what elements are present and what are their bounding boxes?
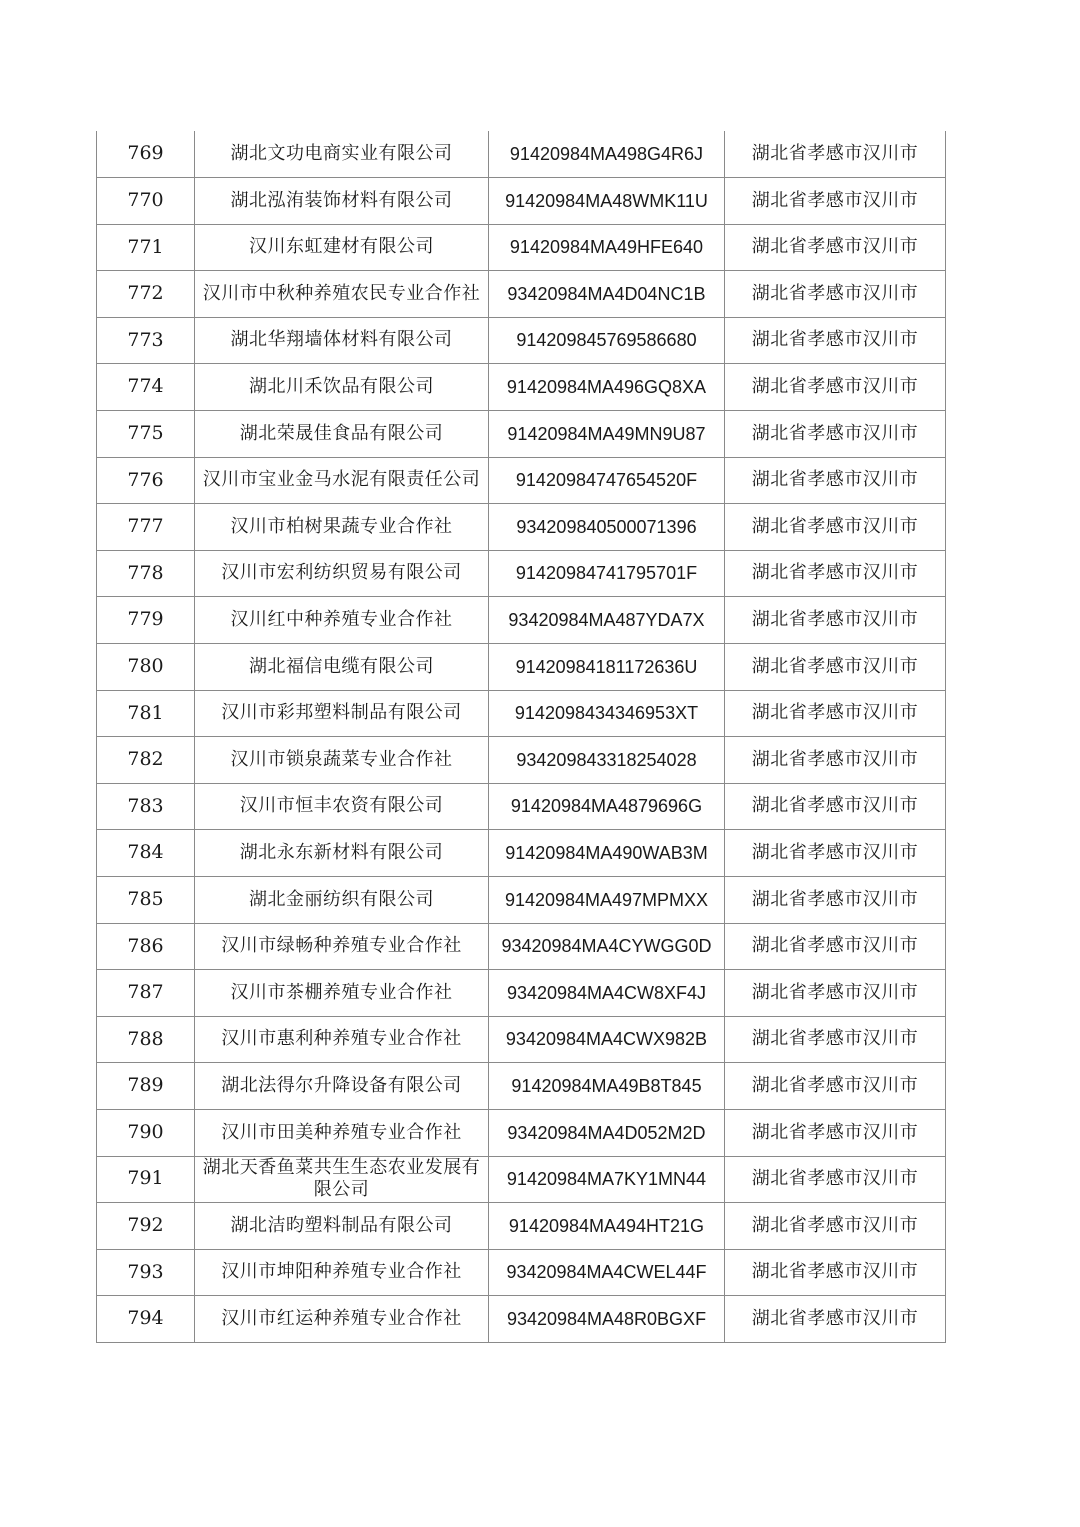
- row-number-cell: 783: [97, 783, 195, 830]
- row-number-cell: 782: [97, 737, 195, 784]
- row-number-cell: 769: [97, 131, 195, 178]
- table-row: [97, 1249, 946, 1296]
- table-row: [97, 830, 946, 877]
- company-name-cell: 湖北法得尔升降设备有限公司: [195, 1063, 489, 1110]
- address-cell: 湖北省孝感市汉川市: [725, 970, 946, 1017]
- row-number-cell: 785: [97, 877, 195, 924]
- company-name-cell: 汉川市锁泉蔬菜专业合作社: [195, 737, 489, 784]
- company-name-cell: 汉川市绿畅种养殖专业合作社: [195, 923, 489, 970]
- company-name-cell: 湖北荣晟佳食品有限公司: [195, 411, 489, 458]
- credit-code-cell: 91420984181172636U: [489, 644, 725, 691]
- credit-code-cell: 93420984MA4D04NC1B: [489, 271, 725, 318]
- row-number-cell: 781: [97, 690, 195, 737]
- company-name-cell: 湖北洁昀塑料制品有限公司: [195, 1203, 489, 1250]
- row-number-cell: 778: [97, 550, 195, 597]
- credit-code-cell: 93420984MA4CW8XF4J: [489, 970, 725, 1017]
- table-row: [97, 737, 946, 784]
- company-name-cell: 汉川东虹建材有限公司: [195, 224, 489, 271]
- credit-code-cell: 934209843318254028: [489, 737, 725, 784]
- credit-code-cell: 91420984MA494HT21G: [489, 1203, 725, 1250]
- address-cell: 湖北省孝感市汉川市: [725, 224, 946, 271]
- address-cell: 湖北省孝感市汉川市: [725, 504, 946, 551]
- address-cell: 湖北省孝感市汉川市: [725, 597, 946, 644]
- table-row: [97, 1203, 946, 1250]
- table-row: [97, 504, 946, 551]
- address-cell: 湖北省孝感市汉川市: [725, 178, 946, 225]
- row-number-cell: 784: [97, 830, 195, 877]
- row-number-cell: 771: [97, 224, 195, 271]
- table-row: [97, 411, 946, 458]
- table-row: [97, 1296, 946, 1343]
- company-name-cell: 汉川市红运种养殖专业合作社: [195, 1296, 489, 1343]
- company-name-cell: 湖北华翔墙体材料有限公司: [195, 317, 489, 364]
- table-row: [97, 1016, 946, 1063]
- company-name-cell: 湖北金丽纺织有限公司: [195, 877, 489, 924]
- credit-code-cell: 93420984MA4CWX982B: [489, 1016, 725, 1063]
- company-name-cell: 汉川市柏树果蔬专业合作社: [195, 504, 489, 551]
- address-cell: 湖北省孝感市汉川市: [725, 550, 946, 597]
- address-cell: 湖北省孝感市汉川市: [725, 690, 946, 737]
- row-number-cell: 791: [97, 1156, 195, 1203]
- row-number-cell: 792: [97, 1203, 195, 1250]
- table-row: [97, 783, 946, 830]
- company-name-cell: 湖北永东新材料有限公司: [195, 830, 489, 877]
- company-name-cell: 汉川红中种养殖专业合作社: [195, 597, 489, 644]
- address-cell: 湖北省孝感市汉川市: [725, 1063, 946, 1110]
- row-number-cell: 774: [97, 364, 195, 411]
- company-name-cell: 汉川市惠利种养殖专业合作社: [195, 1016, 489, 1063]
- table-row: [97, 970, 946, 1017]
- row-number-cell: 772: [97, 271, 195, 318]
- credit-code-cell: 91420984MA49B8T845: [489, 1063, 725, 1110]
- credit-code-cell: 914209845769586680: [489, 317, 725, 364]
- table-row: [97, 1156, 946, 1203]
- row-number-cell: 787: [97, 970, 195, 1017]
- credit-code-cell: 91420984MA498G4R6J: [489, 131, 725, 178]
- address-cell: 湖北省孝感市汉川市: [725, 1296, 946, 1343]
- company-name-cell: 汉川市茶棚养殖专业合作社: [195, 970, 489, 1017]
- company-name-cell: 汉川市坤阳种养殖专业合作社: [195, 1249, 489, 1296]
- company-name-cell: 汉川市彩邦塑料制品有限公司: [195, 690, 489, 737]
- enterprise-registry-table: [96, 131, 946, 1343]
- credit-code-cell: 91420984MA49MN9U87: [489, 411, 725, 458]
- address-cell: 湖北省孝感市汉川市: [725, 783, 946, 830]
- address-cell: 湖北省孝感市汉川市: [725, 644, 946, 691]
- address-cell: 湖北省孝感市汉川市: [725, 131, 946, 178]
- company-name-cell: 汉川市宏利纺织贸易有限公司: [195, 550, 489, 597]
- row-number-cell: 779: [97, 597, 195, 644]
- address-cell: 湖北省孝感市汉川市: [725, 1249, 946, 1296]
- company-name-cell: 汉川市田美种养殖专业合作社: [195, 1109, 489, 1156]
- address-cell: 湖北省孝感市汉川市: [725, 737, 946, 784]
- credit-code-cell: 91420984MA48WMK11U: [489, 178, 725, 225]
- row-number-cell: 775: [97, 411, 195, 458]
- table-row: [97, 178, 946, 225]
- table-row: [97, 271, 946, 318]
- credit-code-cell: 91420984MA496GQ8XA: [489, 364, 725, 411]
- credit-code-cell: 91420984MA497MPMXX: [489, 877, 725, 924]
- address-cell: 湖北省孝感市汉川市: [725, 457, 946, 504]
- credit-code-cell: 93420984MA487YDA7X: [489, 597, 725, 644]
- address-cell: 湖北省孝感市汉川市: [725, 271, 946, 318]
- address-cell: 湖北省孝感市汉川市: [725, 1109, 946, 1156]
- address-cell: 湖北省孝感市汉川市: [725, 1156, 946, 1203]
- address-cell: 湖北省孝感市汉川市: [725, 364, 946, 411]
- table-row: [97, 690, 946, 737]
- table-row: [97, 317, 946, 364]
- table-row: [97, 877, 946, 924]
- credit-code-cell: 91420984MA49HFE640: [489, 224, 725, 271]
- row-number-cell: 786: [97, 923, 195, 970]
- company-name-cell: 湖北天香鱼菜共生生态农业发展有限公司: [195, 1156, 489, 1203]
- table-row: [97, 923, 946, 970]
- credit-code-cell: 93420984MA4D052M2D: [489, 1109, 725, 1156]
- table-row: [97, 550, 946, 597]
- credit-code-cell: 93420984MA48R0BGXF: [489, 1296, 725, 1343]
- table-row: [97, 457, 946, 504]
- company-name-cell: 湖北文功电商实业有限公司: [195, 131, 489, 178]
- company-name-cell: 湖北泓洧装饰材料有限公司: [195, 178, 489, 225]
- table-row: [97, 1063, 946, 1110]
- table-row: [97, 1109, 946, 1156]
- credit-code-cell: 91420984MA7KY1MN44: [489, 1156, 725, 1203]
- address-cell: 湖北省孝感市汉川市: [725, 1203, 946, 1250]
- credit-code-cell: 91420984MA4879696G: [489, 783, 725, 830]
- table-row: [97, 644, 946, 691]
- row-number-cell: 773: [97, 317, 195, 364]
- row-number-cell: 770: [97, 178, 195, 225]
- address-cell: 湖北省孝感市汉川市: [725, 877, 946, 924]
- address-cell: 湖北省孝感市汉川市: [725, 411, 946, 458]
- company-name-cell: 汉川市恒丰农资有限公司: [195, 783, 489, 830]
- company-name-cell: 湖北川禾饮品有限公司: [195, 364, 489, 411]
- table-row: [97, 597, 946, 644]
- credit-code-cell: 91420984MA490WAB3M: [489, 830, 725, 877]
- row-number-cell: 788: [97, 1016, 195, 1063]
- company-name-cell: 汉川市宝业金马水泥有限责任公司: [195, 457, 489, 504]
- table-row: [97, 364, 946, 411]
- row-number-cell: 780: [97, 644, 195, 691]
- table-row: [97, 224, 946, 271]
- credit-code-cell: 9142098434346953XT: [489, 690, 725, 737]
- row-number-cell: 794: [97, 1296, 195, 1343]
- credit-code-cell: 93420984MA4CYWGG0D: [489, 923, 725, 970]
- company-name-cell: 湖北福信电缆有限公司: [195, 644, 489, 691]
- address-cell: 湖北省孝感市汉川市: [725, 923, 946, 970]
- address-cell: 湖北省孝感市汉川市: [725, 1016, 946, 1063]
- address-cell: 湖北省孝感市汉川市: [725, 830, 946, 877]
- row-number-cell: 793: [97, 1249, 195, 1296]
- credit-code-cell: 93420984MA4CWEL44F: [489, 1249, 725, 1296]
- row-number-cell: 790: [97, 1109, 195, 1156]
- company-name-cell: 汉川市中秋种养殖农民专业合作社: [195, 271, 489, 318]
- credit-code-cell: 91420984747654520F: [489, 457, 725, 504]
- address-cell: 湖北省孝感市汉川市: [725, 317, 946, 364]
- registry-table-body: [97, 131, 946, 1342]
- credit-code-cell: 934209840500071396: [489, 504, 725, 551]
- row-number-cell: 777: [97, 504, 195, 551]
- row-number-cell: 789: [97, 1063, 195, 1110]
- row-number-cell: 776: [97, 457, 195, 504]
- credit-code-cell: 91420984741795701F: [489, 550, 725, 597]
- table-row: [97, 131, 946, 178]
